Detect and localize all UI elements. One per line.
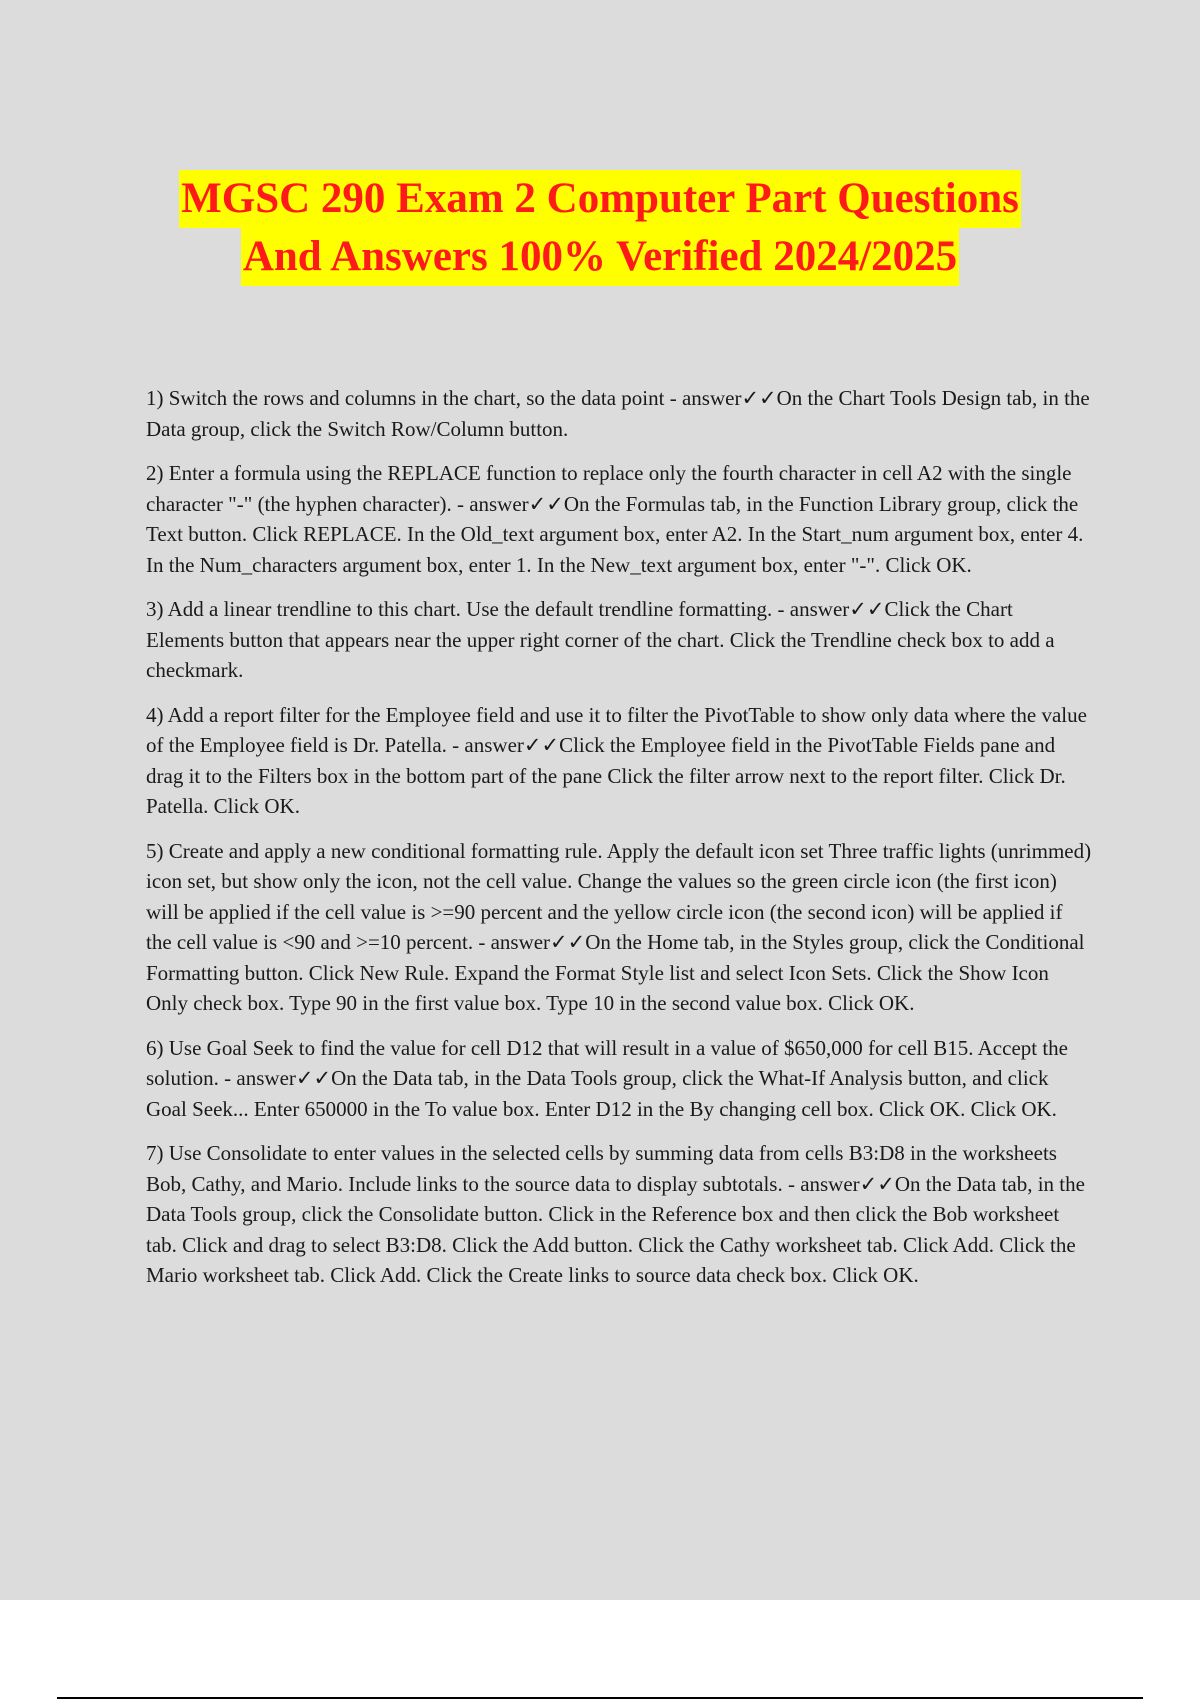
title-line-2: And Answers 100% Verified 2024/2025: [241, 228, 959, 286]
qa-item-7: 7) Use Consolidate to enter values in the selected cells by summing data from cells B3:D8 in the worksheets Bob, Cathy, and Mario. Include links to the source data to display subtotals. - answer✓✓On the Data tab, in the Data Tools group, click the Consolidate button. Click in the Reference box and then click the Bob worksheet tab. Click and drag to select B3:D8. Click the Add button. Click the Cathy worksheet tab. Click Add. Click the Mario worksheet tab. Click Add. Click the Create links to source data check box. Click OK.: [146, 1141, 1085, 1287]
question-answer-list: [146, 383, 1092, 1305]
qa-item-5: 5) Create and apply a new conditional formatting rule. Apply the default icon set Three traffic lights (unrimmed) icon set, but show only the icon, not the cell value. Change the values so the green circle icon (the first icon) will be applied if the cell value is >=90 percent and the yellow circle icon (the second icon) will be applied if the cell value is <90 and >=10 percent. - answer✓✓On the Home tab, in the Styles group, click the Conditional Formatting button. Click New Rule. Expand the Format Style list and select Icon Sets. Click the Show Icon Only check box. Type 90 in the first value box. Type 10 in the second value box. Click OK.: [146, 838, 1092, 1015]
document-title: [60, 170, 1140, 286]
qa-item-3: 3) Add a linear trendline to this chart. Use the default trendline formatting. - answer✓✓Click the Chart Elements button that appears near the upper right corner of the chart. Click the Trendline check box to add a checkmark.: [146, 597, 1055, 682]
title-line-1: MGSC 290 Exam 2 Computer Part Questions: [179, 170, 1021, 228]
qa-item-2: 2) Enter a formula using the REPLACE function to replace only the fourth character in cell A2 with the single character "-" (the hyphen character). - answer✓✓On the Formulas tab, in the Function Library group, click the Text button. Click REPLACE. In the Old_text argument box, enter A2. In the Start_num argument box, enter 4. In the Num_characters argument box, enter 1. In the New_text argument box, enter "-". Click OK.: [146, 461, 1084, 577]
qa-item-1: 1) Switch the rows and columns in the chart, so the data point - answer✓✓On the Chart Tools Design tab, in the Data group, click the Switch Row/Column button.: [146, 386, 1090, 441]
qa-item-6: 6) Use Goal Seek to find the value for cell D12 that will result in a value of $650,000 for cell B15. Accept the solution. - answer✓✓On the Data tab, in the Data Tools group, click the What-If Analysis button, and click Goal Seek... Enter 650000 in the To value box. Enter D12 in the By changing cell box. Click OK. Click OK.: [146, 1035, 1069, 1121]
page-divider: [57, 1697, 1143, 1699]
qa-item-4: 4) Add a report filter for the Employee field and use it to filter the PivotTable to show only data where the value of the Employee field is Dr. Patella. - answer✓✓Click the Employee field in the PivotTable Fields pane and drag it to the Filters box in the bottom part of the pane Click the filter arrow next to the report filter. Click Dr. Patella. Click OK.: [146, 702, 1087, 818]
